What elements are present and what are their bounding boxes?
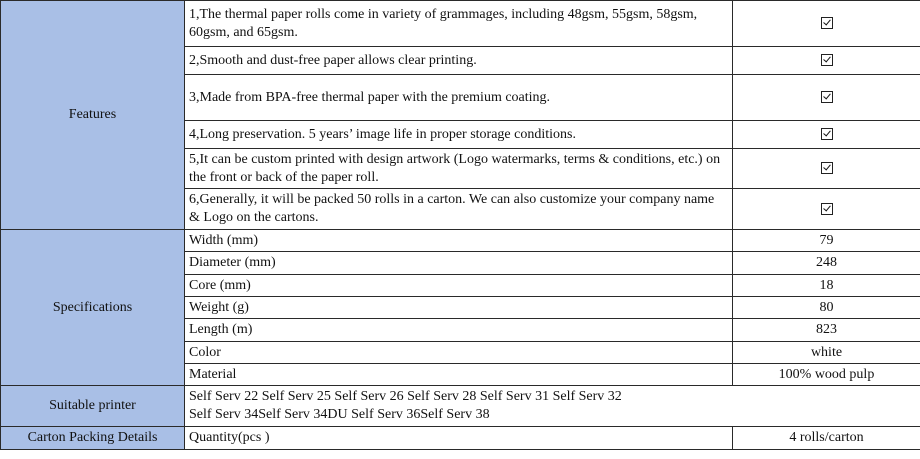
feature-check-cell — [733, 189, 920, 230]
feature-check-cell — [733, 149, 920, 189]
checkbox-checked-icon — [821, 91, 833, 103]
spec-name: Length (m) — [185, 319, 733, 342]
feature-check-cell — [733, 75, 920, 121]
spec-row — [1, 230, 920, 252]
printer-category: Suitable printer — [1, 386, 185, 427]
spec-name: Width (mm) — [185, 230, 733, 252]
printer-list — [185, 386, 920, 427]
carton-value: 4 rolls/carton — [733, 427, 920, 450]
spec-value: 79 — [733, 230, 920, 252]
feature-text: 2,Smooth and dust-free paper allows clear printing. — [185, 47, 733, 75]
spec-name: Weight (g) — [185, 297, 733, 319]
spec-value: 248 — [733, 252, 920, 275]
spec-name: Color — [185, 342, 733, 364]
carton-row — [1, 427, 920, 450]
spec-value: 18 — [733, 275, 920, 297]
spec-value: white — [733, 342, 920, 364]
checkbox-checked-icon — [821, 203, 833, 215]
feature-text: 6,Generally, it will be packed 50 rolls in a carton. We can also customize your company name & Logo on the cartons. — [185, 189, 733, 230]
feature-text: 4,Long preservation. 5 years’ image life in proper storage conditions. — [185, 121, 733, 149]
feature-text: 3,Made from BPA-free thermal paper with the premium coating. — [185, 75, 733, 121]
specifications-category: Specifications — [1, 230, 185, 386]
printer-list-line: Self Serv 34Self Serv 34DU Self Serv 36Self Serv 38 — [189, 407, 490, 422]
printer-list-line: Self Serv 22 Self Serv 25 Self Serv 26 Self Serv 28 Self Serv 31 Self Serv 32 — [189, 389, 622, 404]
feature-check-cell — [733, 121, 920, 149]
checkbox-checked-icon — [821, 54, 833, 66]
checkbox-checked-icon — [821, 128, 833, 140]
feature-text: 1,The thermal paper rolls come in variety of grammages, including 48gsm, 55gsm, 58gsm, 60gsm, and 65gsm. — [185, 1, 733, 47]
feature-check-cell — [733, 1, 920, 47]
spec-value: 823 — [733, 319, 920, 342]
spec-name: Diameter (mm) — [185, 252, 733, 275]
carton-category: Carton Packing Details — [1, 427, 185, 450]
spec-value: 100% wood pulp — [733, 364, 920, 386]
features-category: Features — [1, 1, 185, 230]
carton-name: Quantity(pcs ) — [185, 427, 733, 450]
printer-row — [1, 386, 920, 427]
feature-text: 5,It can be custom printed with design artwork (Logo watermarks, terms & conditions, etc.) on the front or back of the paper roll. — [185, 149, 733, 189]
spec-value: 80 — [733, 297, 920, 319]
feature-check-cell — [733, 47, 920, 75]
checkbox-checked-icon — [821, 162, 833, 174]
spec-name: Material — [185, 364, 733, 386]
feature-row — [1, 1, 920, 47]
checkbox-checked-icon — [821, 17, 833, 29]
spec-name: Core (mm) — [185, 275, 733, 297]
